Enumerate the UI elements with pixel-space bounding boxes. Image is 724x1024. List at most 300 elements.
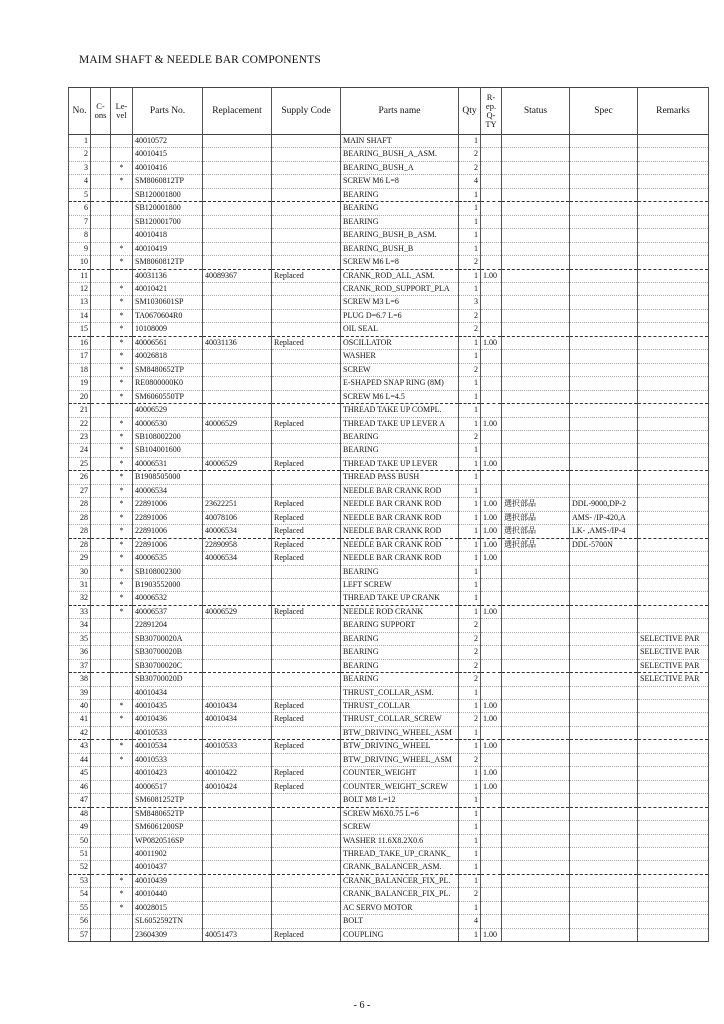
- cell-remarks: [638, 767, 709, 780]
- cell-qty: 2: [459, 363, 481, 376]
- cell-status: [502, 457, 570, 470]
- cell-qty: 1: [459, 740, 481, 753]
- cell-spec: [570, 578, 638, 591]
- table-row: [69, 726, 709, 739]
- cell-supply-code: [272, 848, 341, 861]
- cell-qty: 1: [459, 404, 481, 417]
- cell-no: 45: [69, 767, 91, 780]
- cell-parts-name: LEFT SCREW: [341, 578, 459, 591]
- cell-qty: 1: [459, 457, 481, 470]
- cell-no: 36: [69, 646, 91, 659]
- cell-rep-qty: 1.00: [481, 928, 502, 941]
- cell-parts-no: 22891204: [133, 619, 203, 632]
- cell-remarks: [638, 444, 709, 457]
- cell-parts-no: SB120001700: [133, 215, 203, 228]
- cell-remarks: [638, 471, 709, 484]
- cell-parts-name: THREAD TAKE UP COMPL.: [341, 404, 459, 417]
- cell-rep-qty: [481, 753, 502, 766]
- cell-level: *: [111, 417, 133, 430]
- cell-status: [502, 673, 570, 686]
- cell-remarks: [638, 484, 709, 497]
- cell-remarks: [638, 807, 709, 820]
- cell-supply-code: [272, 471, 341, 484]
- cell-replacement: 40010533: [203, 740, 272, 753]
- cell-spec: [570, 350, 638, 363]
- cell-replacement: [203, 874, 272, 887]
- cell-supply-code: Replaced: [272, 417, 341, 430]
- cell-cons: [91, 713, 111, 726]
- cell-level: *: [111, 363, 133, 376]
- cell-supply-code: Replaced: [272, 552, 341, 565]
- cell-remarks: [638, 430, 709, 443]
- cell-parts-name: BEARING: [341, 659, 459, 672]
- cell-level: *: [111, 161, 133, 174]
- cell-remarks: [638, 915, 709, 928]
- cell-parts-no: SM1030601SP: [133, 296, 203, 309]
- cell-no: 46: [69, 780, 91, 793]
- cell-status: [502, 444, 570, 457]
- cell-level: [111, 646, 133, 659]
- header-rep-qty: R- ep. Q- TY: [481, 88, 502, 135]
- cell-supply-code: Replaced: [272, 269, 341, 282]
- cell-remarks: [638, 592, 709, 605]
- cell-replacement: [203, 215, 272, 228]
- cell-replacement: [203, 901, 272, 914]
- cell-status: [502, 700, 570, 713]
- cell-status: [502, 417, 570, 430]
- cell-parts-name: BEARING: [341, 188, 459, 201]
- cell-spec: [570, 753, 638, 766]
- cell-qty: 1: [459, 188, 481, 201]
- cell-spec: [570, 336, 638, 349]
- cell-level: [111, 229, 133, 242]
- cell-rep-qty: [481, 390, 502, 403]
- table-body: [69, 135, 709, 942]
- cell-qty: 1: [459, 242, 481, 255]
- cell-qty: 1: [459, 821, 481, 834]
- cell-parts-no: B1908505000: [133, 471, 203, 484]
- cell-cons: [91, 390, 111, 403]
- cell-replacement: [203, 256, 272, 269]
- cell-qty: 2: [459, 632, 481, 645]
- cell-status: 選択部品: [502, 538, 570, 551]
- cell-parts-no: B1903552000: [133, 578, 203, 591]
- cell-rep-qty: [481, 484, 502, 497]
- cell-rep-qty: [481, 726, 502, 739]
- cell-supply-code: Replaced: [272, 336, 341, 349]
- cell-replacement: 40078106: [203, 511, 272, 524]
- cell-parts-name: CRANK_BALANCER_ASM.: [341, 861, 459, 874]
- cell-no: 25: [69, 457, 91, 470]
- cell-replacement: [203, 188, 272, 201]
- cell-cons: [91, 188, 111, 201]
- cell-level: [111, 619, 133, 632]
- cell-replacement: 40006534: [203, 552, 272, 565]
- cell-qty: 1: [459, 484, 481, 497]
- cell-replacement: 40006529: [203, 457, 272, 470]
- table-row: [69, 888, 709, 901]
- cell-no: 41: [69, 713, 91, 726]
- cell-no: 8: [69, 229, 91, 242]
- cell-replacement: [203, 390, 272, 403]
- cell-spec: [570, 619, 638, 632]
- cell-qty: 4: [459, 915, 481, 928]
- cell-replacement: 40031136: [203, 336, 272, 349]
- cell-parts-name: SCREW M3 L=6: [341, 296, 459, 309]
- cell-remarks: [638, 309, 709, 322]
- page-number: - 6 -: [353, 1000, 371, 1011]
- cell-no: 49: [69, 821, 91, 834]
- cell-remarks: SELECTIVE PAR: [638, 632, 709, 645]
- cell-supply-code: [272, 148, 341, 161]
- cell-status: [502, 592, 570, 605]
- cell-rep-qty: [481, 282, 502, 295]
- cell-no: 44: [69, 753, 91, 766]
- cell-level: [111, 404, 133, 417]
- cell-parts-no: 40026818: [133, 350, 203, 363]
- cell-no: 34: [69, 619, 91, 632]
- cell-rep-qty: 1.00: [481, 511, 502, 524]
- cell-supply-code: [272, 135, 341, 148]
- cell-rep-qty: [481, 188, 502, 201]
- cell-replacement: 40006529: [203, 605, 272, 618]
- cell-parts-no: 40006517: [133, 780, 203, 793]
- cell-remarks: [638, 565, 709, 578]
- header-parts-no: Parts No.: [133, 88, 203, 135]
- cell-parts-name: BEARING_BUSH_A_ASM.: [341, 148, 459, 161]
- cell-no: 3: [69, 161, 91, 174]
- cell-qty: 1: [459, 700, 481, 713]
- cell-rep-qty: [481, 861, 502, 874]
- cell-replacement: [203, 888, 272, 901]
- cell-spec: [570, 215, 638, 228]
- cell-rep-qty: [481, 363, 502, 376]
- cell-rep-qty: [481, 202, 502, 215]
- cell-qty: 1: [459, 390, 481, 403]
- cell-replacement: [203, 404, 272, 417]
- cell-parts-no: SM8480652TP: [133, 363, 203, 376]
- cell-rep-qty: [481, 256, 502, 269]
- table-row: [69, 592, 709, 605]
- cell-parts-name: NEEDLE BAR CRANK ROD: [341, 538, 459, 551]
- cell-qty: 1: [459, 511, 481, 524]
- cell-supply-code: Replaced: [272, 700, 341, 713]
- cell-qty: 2: [459, 161, 481, 174]
- cell-cons: [91, 767, 111, 780]
- cell-no: 38: [69, 673, 91, 686]
- cell-remarks: [638, 780, 709, 793]
- cell-qty: 1: [459, 498, 481, 511]
- table-row: [69, 659, 709, 672]
- table-row: [69, 834, 709, 847]
- cell-parts-no: 40010435: [133, 700, 203, 713]
- cell-level: *: [111, 753, 133, 766]
- cell-rep-qty: [481, 242, 502, 255]
- cell-no: 40: [69, 700, 91, 713]
- cell-rep-qty: 1.00: [481, 713, 502, 726]
- cell-supply-code: [272, 726, 341, 739]
- cell-remarks: [638, 525, 709, 538]
- cell-parts-name: COUPLING: [341, 928, 459, 941]
- cell-status: [502, 632, 570, 645]
- cell-cons: [91, 336, 111, 349]
- cell-remarks: [638, 874, 709, 887]
- cell-remarks: [638, 363, 709, 376]
- cell-cons: [91, 848, 111, 861]
- table-row: [69, 404, 709, 417]
- cell-supply-code: [272, 901, 341, 914]
- cell-qty: 2: [459, 256, 481, 269]
- cell-qty: 1: [459, 538, 481, 551]
- cell-status: [502, 619, 570, 632]
- cell-qty: 1: [459, 605, 481, 618]
- cell-no: 28: [69, 498, 91, 511]
- cell-no: 48: [69, 807, 91, 820]
- cell-supply-code: [272, 430, 341, 443]
- cell-level: *: [111, 592, 133, 605]
- cell-no: 57: [69, 928, 91, 941]
- cell-rep-qty: [481, 444, 502, 457]
- cell-level: [111, 202, 133, 215]
- cell-parts-no: SB108002200: [133, 430, 203, 443]
- cell-parts-name: NEEDLE BAR CRANK ROD: [341, 552, 459, 565]
- table-row: [69, 686, 709, 699]
- cell-parts-no: 40010423: [133, 767, 203, 780]
- cell-cons: [91, 861, 111, 874]
- cell-remarks: [638, 457, 709, 470]
- cell-replacement: 40010434: [203, 713, 272, 726]
- cell-replacement: [203, 350, 272, 363]
- cell-parts-name: SCREW M6 L=4.5: [341, 390, 459, 403]
- cell-supply-code: [272, 834, 341, 847]
- cell-status: [502, 256, 570, 269]
- header-level: Le- vel: [111, 88, 133, 135]
- cell-spec: [570, 700, 638, 713]
- cell-rep-qty: [481, 915, 502, 928]
- cell-status: [502, 794, 570, 807]
- cell-supply-code: [272, 821, 341, 834]
- cell-parts-name: THRUST_COLLAR_ASM.: [341, 686, 459, 699]
- cell-supply-code: [272, 296, 341, 309]
- table-row: [69, 215, 709, 228]
- cell-supply-code: [272, 202, 341, 215]
- cell-level: *: [111, 471, 133, 484]
- table-row: [69, 296, 709, 309]
- cell-supply-code: [272, 673, 341, 686]
- cell-qty: 3: [459, 296, 481, 309]
- cell-status: [502, 578, 570, 591]
- cell-spec: [570, 861, 638, 874]
- cell-status: 選択部品: [502, 511, 570, 524]
- cell-status: [502, 848, 570, 861]
- cell-level: [111, 767, 133, 780]
- header-status: Status: [502, 88, 570, 135]
- table-row: [69, 578, 709, 591]
- cell-level: [111, 135, 133, 148]
- table-row: [69, 350, 709, 363]
- cell-rep-qty: [481, 794, 502, 807]
- cell-no: 5: [69, 188, 91, 201]
- table-row: [69, 632, 709, 645]
- cell-parts-name: BEARING: [341, 430, 459, 443]
- cell-status: [502, 323, 570, 336]
- cell-replacement: [203, 673, 272, 686]
- cell-qty: 4: [459, 175, 481, 188]
- cell-cons: [91, 552, 111, 565]
- cell-supply-code: [272, 363, 341, 376]
- cell-level: [111, 834, 133, 847]
- cell-spec: [570, 282, 638, 295]
- cell-rep-qty: [481, 296, 502, 309]
- cell-spec: [570, 686, 638, 699]
- table-row: [69, 175, 709, 188]
- cell-level: [111, 148, 133, 161]
- cell-replacement: [203, 632, 272, 645]
- cell-status: [502, 404, 570, 417]
- cell-parts-name: BEARING: [341, 215, 459, 228]
- cell-rep-qty: [481, 135, 502, 148]
- cell-parts-name: NEEDLE BAR CRANK ROD: [341, 511, 459, 524]
- cell-supply-code: [272, 323, 341, 336]
- cell-cons: [91, 592, 111, 605]
- cell-no: 1: [69, 135, 91, 148]
- cell-spec: [570, 659, 638, 672]
- cell-remarks: [638, 740, 709, 753]
- cell-level: *: [111, 256, 133, 269]
- table-row: [69, 928, 709, 941]
- cell-remarks: [638, 417, 709, 430]
- cell-remarks: [638, 390, 709, 403]
- cell-replacement: [203, 175, 272, 188]
- header-spec: Spec: [570, 88, 638, 135]
- cell-remarks: [638, 350, 709, 363]
- cell-level: [111, 269, 133, 282]
- cell-spec: [570, 390, 638, 403]
- cell-parts-no: SB120001800: [133, 188, 203, 201]
- cell-rep-qty: 1.00: [481, 740, 502, 753]
- table-row: [69, 430, 709, 443]
- cell-qty: 1: [459, 928, 481, 941]
- cell-parts-name: SCREW M6X0.75 L=6: [341, 807, 459, 820]
- cell-replacement: 40010434: [203, 700, 272, 713]
- cell-rep-qty: 1.00: [481, 525, 502, 538]
- cell-remarks: [638, 404, 709, 417]
- cell-status: [502, 309, 570, 322]
- cell-spec: [570, 323, 638, 336]
- cell-cons: [91, 161, 111, 174]
- cell-level: *: [111, 700, 133, 713]
- cell-supply-code: [272, 242, 341, 255]
- cell-supply-code: Replaced: [272, 767, 341, 780]
- cell-cons: [91, 282, 111, 295]
- cell-replacement: [203, 471, 272, 484]
- cell-cons: [91, 753, 111, 766]
- cell-qty: 1: [459, 525, 481, 538]
- cell-parts-name: SCREW M6 L=8: [341, 256, 459, 269]
- cell-remarks: [638, 256, 709, 269]
- cell-qty: 1: [459, 834, 481, 847]
- cell-status: [502, 269, 570, 282]
- cell-replacement: 40051473: [203, 928, 272, 941]
- cell-parts-name: BTW_DRIVING_WHEEL_ASM: [341, 753, 459, 766]
- cell-qty: 1: [459, 686, 481, 699]
- cell-status: [502, 175, 570, 188]
- cell-rep-qty: 1.00: [481, 538, 502, 551]
- cell-cons: [91, 350, 111, 363]
- cell-status: [502, 753, 570, 766]
- table-row: [69, 848, 709, 861]
- cell-remarks: [638, 296, 709, 309]
- table-row: [69, 498, 709, 511]
- cell-qty: 1: [459, 215, 481, 228]
- cell-level: [111, 659, 133, 672]
- cell-parts-name: CRANK_ROD_SUPPORT_PLA: [341, 282, 459, 295]
- cell-parts-name: NEEDLE BAR CRANK ROD: [341, 525, 459, 538]
- table-row: [69, 713, 709, 726]
- cell-no: 52: [69, 861, 91, 874]
- cell-level: *: [111, 377, 133, 390]
- cell-status: [502, 282, 570, 295]
- cell-parts-name: OSCILLATOR: [341, 336, 459, 349]
- cell-level: [111, 915, 133, 928]
- cell-spec: [570, 269, 638, 282]
- cell-cons: [91, 269, 111, 282]
- cell-no: 56: [69, 915, 91, 928]
- page-title: MAIM SHAFT & NEEDLE BAR COMPONENTS: [79, 54, 321, 66]
- cell-level: [111, 848, 133, 861]
- cell-spec: [570, 296, 638, 309]
- cell-parts-name: BOLT: [341, 915, 459, 928]
- cell-level: *: [111, 888, 133, 901]
- table-row: [69, 780, 709, 793]
- cell-level: [111, 215, 133, 228]
- cell-no: 43: [69, 740, 91, 753]
- cell-rep-qty: [481, 350, 502, 363]
- table-row: [69, 390, 709, 403]
- cell-level: *: [111, 336, 133, 349]
- cell-remarks: SELECTIVE PAR: [638, 646, 709, 659]
- cell-level: *: [111, 309, 133, 322]
- cell-supply-code: [272, 619, 341, 632]
- cell-supply-code: Replaced: [272, 457, 341, 470]
- cell-spec: [570, 673, 638, 686]
- cell-spec: DDL-9000,DP-2: [570, 498, 638, 511]
- cell-qty: 1: [459, 767, 481, 780]
- cell-supply-code: [272, 404, 341, 417]
- table-row: [69, 901, 709, 914]
- cell-supply-code: [272, 807, 341, 820]
- table-row: [69, 874, 709, 887]
- cell-replacement: 40010422: [203, 767, 272, 780]
- table-row: [69, 605, 709, 618]
- cell-parts-name: THRUST_COLLAR_SCREW: [341, 713, 459, 726]
- cell-cons: [91, 901, 111, 914]
- cell-supply-code: [272, 915, 341, 928]
- cell-remarks: [638, 901, 709, 914]
- cell-parts-no: 22891006: [133, 525, 203, 538]
- cell-cons: [91, 323, 111, 336]
- cell-replacement: [203, 821, 272, 834]
- cell-rep-qty: 1.00: [481, 269, 502, 282]
- cell-parts-no: 40010533: [133, 726, 203, 739]
- cell-cons: [91, 659, 111, 672]
- cell-parts-name: NEEDLE BAR CRANK ROD: [341, 498, 459, 511]
- cell-status: [502, 390, 570, 403]
- cell-no: 7: [69, 215, 91, 228]
- cell-status: [502, 807, 570, 820]
- cell-parts-no: SB108002300: [133, 565, 203, 578]
- cell-rep-qty: [481, 901, 502, 914]
